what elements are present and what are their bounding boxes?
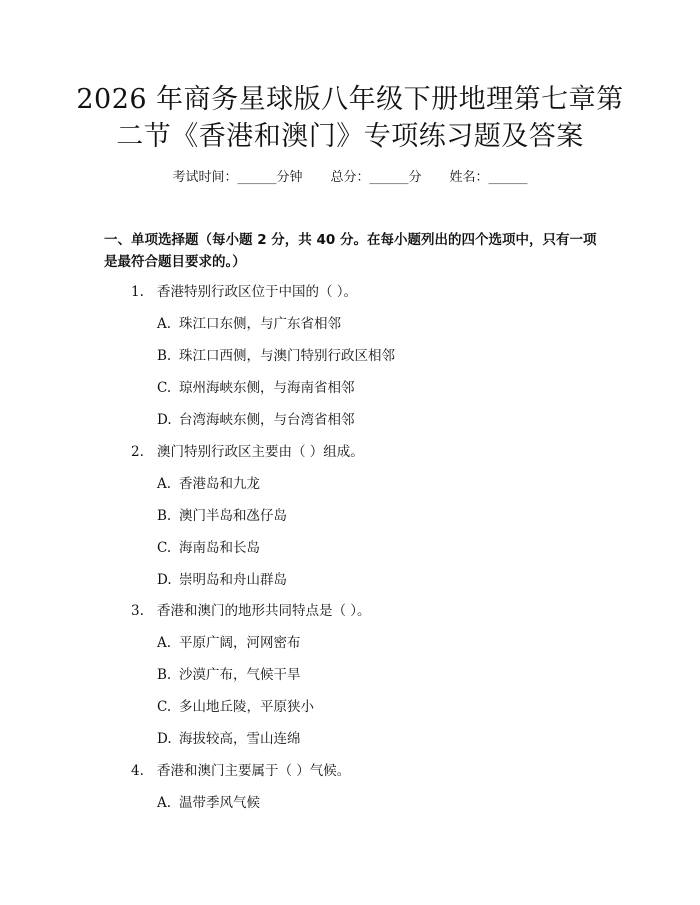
option-text: 平原广阔，河网密布: [179, 635, 301, 651]
exam-score-field: 总分：______分: [330, 170, 422, 185]
document-title-line-2: 二节《香港和澳门》专项练习题及答案: [116, 121, 584, 152]
option-text: 珠江口西侧，与澳门特别行政区相邻: [179, 348, 395, 364]
section-heading-line-2: 是最符合题目要求的。）: [104, 254, 246, 270]
question-4-option-a: [157, 793, 260, 813]
question-number: 1.: [131, 284, 144, 300]
question-2-option-b: [157, 506, 287, 526]
option-text: 海南岛和长岛: [179, 540, 260, 556]
exam-time-field: 考试时间：______分钟: [172, 170, 303, 185]
option-letter: A.: [157, 316, 172, 332]
question-3-option-a: [157, 633, 301, 653]
option-letter: B.: [157, 348, 172, 364]
option-text: 台湾海峡东侧，与台湾省相邻: [179, 412, 355, 428]
option-letter: D.: [157, 731, 172, 747]
option-letter: A.: [157, 795, 172, 811]
option-letter: D.: [157, 572, 172, 588]
option-text: 珠江口东侧，与广东省相邻: [179, 316, 341, 332]
question-2: [131, 442, 364, 462]
question-number: 4.: [131, 763, 144, 779]
question-2-option-a: [157, 474, 260, 494]
question-2-option-d: [157, 570, 287, 590]
question-text: 澳门特别行政区主要由（ ）组成。: [157, 444, 364, 460]
question-text: 香港和澳门主要属于（ ）气候。: [157, 763, 351, 779]
question-text: 香港和澳门的地形共同特点是（ ）。: [157, 603, 371, 619]
option-letter: B.: [157, 508, 172, 524]
question-number: 2.: [131, 444, 144, 460]
option-text: 崇明岛和舟山群岛: [179, 572, 287, 588]
exam-info: [0, 168, 700, 188]
question-1-option-c: [157, 378, 355, 398]
option-letter: A.: [157, 476, 172, 492]
option-letter: C.: [157, 540, 172, 556]
section-heading-line-1: 一、单项选择题（每小题 2 分，共 40 分。在每小题列出的四个选项中，只有一项: [104, 232, 597, 248]
question-3-option-b: [157, 665, 301, 685]
option-letter: C.: [157, 380, 172, 396]
question-3-option-d: [157, 729, 301, 749]
question-1: [131, 282, 357, 302]
question-3: [131, 601, 371, 621]
option-text: 温带季风气候: [179, 795, 260, 811]
question-3-option-c: [157, 697, 314, 717]
option-text: 沙漠广布，气候干旱: [179, 667, 301, 683]
option-text: 香港岛和九龙: [179, 476, 260, 492]
option-text: 多山地丘陵，平原狭小: [179, 699, 314, 715]
question-1-option-b: [157, 346, 395, 366]
question-4: [131, 761, 350, 781]
option-letter: B.: [157, 667, 172, 683]
option-letter: C.: [157, 699, 172, 715]
option-text: 海拔较高，雪山连绵: [179, 731, 301, 747]
question-2-option-c: [157, 538, 260, 558]
question-1-option-a: [157, 314, 341, 334]
option-text: 澳门半岛和氹仔岛: [179, 508, 287, 524]
exam-name-field: 姓名：______: [449, 170, 528, 185]
option-text: 琼州海峡东侧，与海南省相邻: [179, 380, 355, 396]
question-number: 3.: [131, 603, 144, 619]
option-letter: A.: [157, 635, 172, 651]
document-title-line-1: 2026 年商务星球版八年级下册地理第七章第: [76, 84, 624, 115]
question-text: 香港特别行政区位于中国的（ ）。: [157, 284, 358, 300]
question-1-option-d: [157, 410, 355, 430]
option-letter: D.: [157, 412, 172, 428]
